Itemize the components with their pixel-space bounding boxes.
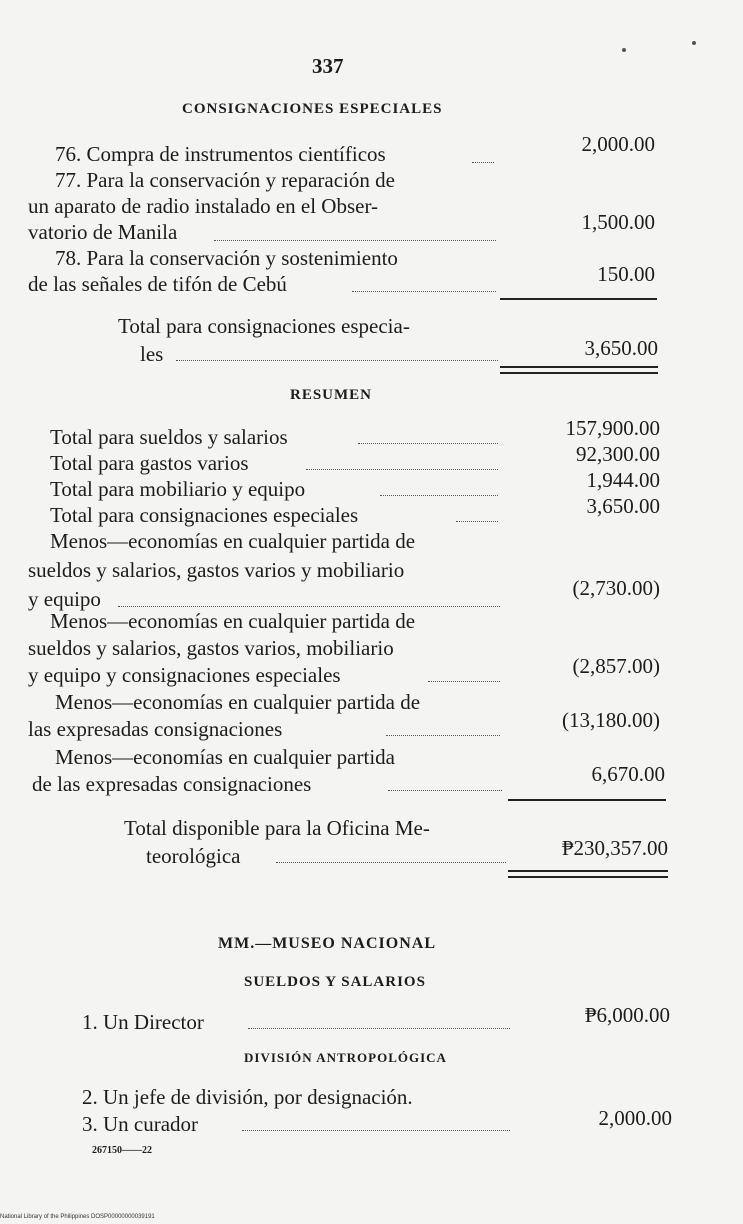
leader-dots	[214, 240, 496, 241]
total-consignaciones-amount: 3,650.00	[584, 336, 658, 360]
museo-item-3-amount: 2,000.00	[598, 1106, 672, 1130]
menos-3-amount: (13,180.00)	[562, 708, 660, 732]
total-double-rule	[508, 870, 668, 878]
menos-1-line1: Menos—economías en cualquier partida de	[50, 529, 416, 553]
menos-4-amount: 6,670.00	[591, 762, 665, 786]
resumen-gastos: Total para gastos varios	[50, 451, 249, 475]
leader-dots	[118, 606, 500, 607]
page-number: 337	[312, 54, 344, 78]
total-disponible-line2: teorológica	[146, 844, 241, 868]
menos-4-line2: de las expresadas consignaciones	[32, 772, 312, 796]
leader-dots	[176, 360, 498, 361]
item-77-amount: 1,500.00	[581, 210, 655, 234]
resumen-consignaciones-amount: 3,650.00	[586, 494, 660, 518]
total-disponible-amount: ₱230,357.00	[561, 836, 668, 860]
total-consignaciones-line1: Total para consignaciones especia-	[118, 314, 410, 338]
section-heading-museo: MM.—MUSEO NACIONAL	[218, 935, 436, 952]
museo-item-3: 3. Un curador	[82, 1112, 199, 1136]
subtotal-rule	[508, 799, 666, 801]
resumen-sueldos-amount: 157,900.00	[565, 416, 660, 440]
leader-dots	[472, 162, 494, 163]
menos-1-line2: sueldos y salarios, gastos varios y mobiliario	[28, 558, 405, 582]
menos-3-line2: las expresadas consignaciones	[28, 717, 283, 741]
leader-dots	[428, 681, 500, 682]
item-77-line3: vatorio de Manila	[28, 220, 178, 244]
speck-mark	[692, 41, 696, 45]
scan-credit: National Library of the Philippines DOSP00000000039191	[0, 1214, 155, 1220]
menos-4-line1: Menos—economías en cualquier partida	[55, 745, 395, 769]
menos-2-line1: Menos—economías en cualquier partida de	[50, 609, 416, 633]
leader-dots	[248, 1028, 510, 1029]
resumen-sueldos: Total para sueldos y salarios	[50, 425, 288, 449]
menos-1-line3: y equipo	[28, 587, 101, 611]
leader-dots	[380, 495, 498, 496]
item-76-text: 76. Compra de instrumentos científicos	[55, 142, 386, 166]
speck-mark	[622, 48, 626, 52]
menos-2-line2: sueldos y salarios, gastos varios, mobiliario	[28, 636, 394, 660]
item-78-line1: 78. Para la conservación y sostenimiento	[55, 246, 398, 270]
museo-item-1-amount: ₱6,000.00	[584, 1003, 670, 1027]
leader-dots	[456, 521, 498, 522]
subheading-division: DIVISIÓN ANTROPOLÓGICA	[244, 1050, 447, 1065]
leader-dots	[242, 1130, 510, 1131]
item-78-amount: 150.00	[597, 262, 655, 286]
resumen-gastos-amount: 92,300.00	[576, 442, 660, 466]
menos-2-line3: y equipo y consignaciones especiales	[28, 663, 341, 687]
menos-3-line1: Menos—economías en cualquier partida de	[55, 690, 421, 714]
menos-1-amount: (2,730.00)	[572, 576, 660, 600]
museo-item-1: 1. Un Director	[82, 1010, 204, 1034]
item-77-line1: 77. Para la conservación y reparación de	[55, 168, 395, 192]
subtotal-rule	[500, 298, 657, 300]
leader-dots	[386, 735, 500, 736]
total-double-rule	[500, 366, 658, 374]
total-consignaciones-line2: les	[140, 342, 164, 366]
menos-2-amount: (2,857.00)	[572, 654, 660, 678]
leader-dots	[358, 443, 498, 444]
item-77-line2: un aparato de radio instalado en el Obser-	[28, 194, 379, 218]
resumen-consignaciones: Total para consignaciones especiales	[50, 503, 359, 527]
item-78-line2: de las señales de tifón de Cebú	[28, 272, 287, 296]
printer-signature: 267150——22	[92, 1145, 152, 1156]
leader-dots	[352, 291, 496, 292]
item-76-amount: 2,000.00	[581, 132, 655, 156]
leader-dots	[306, 469, 498, 470]
museo-item-2: 2. Un jefe de división, por designación.	[82, 1085, 413, 1109]
leader-dots	[388, 790, 502, 791]
section-heading-consignaciones: CONSIGNACIONES ESPECIALES	[182, 101, 443, 117]
total-disponible-line1: Total disponible para la Oficina Me-	[124, 816, 430, 840]
leader-dots	[276, 862, 506, 863]
resumen-mobiliario: Total para mobiliario y equipo	[50, 477, 306, 501]
subheading-sueldos: SUELDOS Y SALARIOS	[244, 974, 426, 990]
resumen-mobiliario-amount: 1,944.00	[586, 468, 660, 492]
section-heading-resumen: RESUMEN	[290, 387, 373, 403]
